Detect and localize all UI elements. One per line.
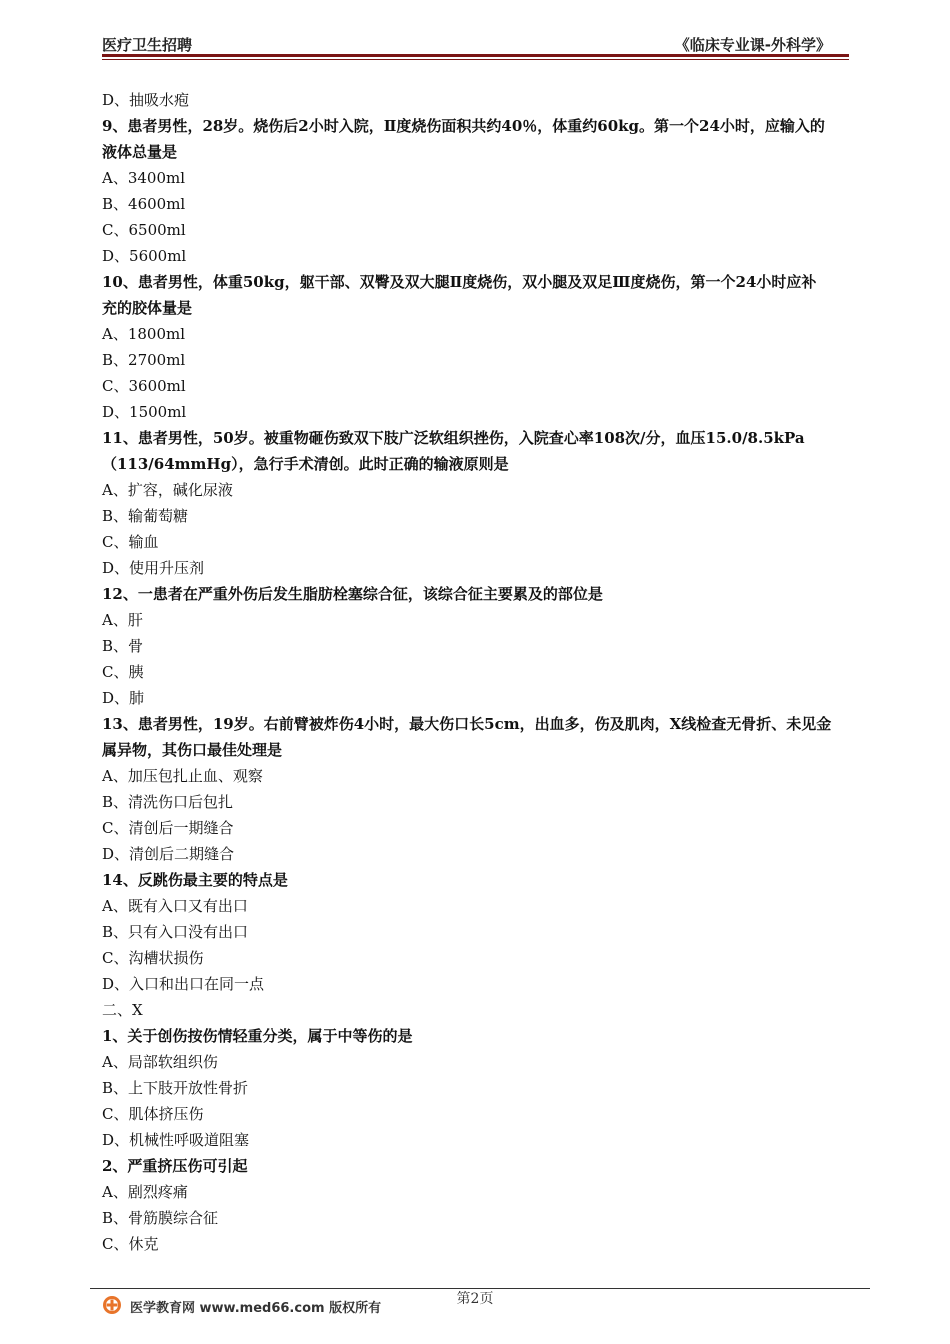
option-line: 二、X <box>102 1001 143 1019</box>
option-line: B、清洗伤口后包扎 <box>102 793 234 811</box>
question-line: 11、患者男性，50岁。被重物砸伤致双下肢广泛软组织挫伤，入院查心率108次/分，血压15.0/8.5kPa <box>102 429 805 447</box>
question-line: 1、关于创伤按伤情轻重分类，属于中等伤的是 <box>102 1027 413 1045</box>
option-line: D、1500ml <box>102 403 187 421</box>
question-line: 液体总量是 <box>102 143 178 161</box>
question-line: 属异物，其伤口最佳处理是 <box>102 741 283 759</box>
header-title-right: 《临床专业课-外科学》 <box>674 36 831 54</box>
option-line: C、沟槽状损伤 <box>102 949 204 967</box>
question-line: 14、反跳伤最主要的特点是 <box>102 871 288 889</box>
option-line: C、6500ml <box>102 221 186 239</box>
question-list <box>102 87 852 1257</box>
option-line: C、3600ml <box>102 377 186 395</box>
page-header <box>102 30 849 56</box>
med66-logo-icon <box>102 1295 122 1315</box>
option-line: B、4600ml <box>102 195 186 213</box>
option-line: C、休克 <box>102 1235 159 1253</box>
option-line: D、机械性呼吸道阻塞 <box>102 1131 250 1149</box>
option-line: A、肝 <box>102 611 143 629</box>
header-title-left: 医疗卫生招聘 <box>102 36 193 54</box>
option-line: C、胰 <box>102 663 144 681</box>
question-line: 9、患者男性，28岁。烧伤后2小时入院，Ⅱ度烧伤面积共约40％，体重约60kg。第一个24小时，应输入的 <box>102 117 825 135</box>
option-line: B、输葡萄糖 <box>102 507 189 525</box>
option-line: A、加压包扎止血、观察 <box>102 767 263 785</box>
question-line: （113/64mmHg），急行手术清创。此时正确的输液原则是 <box>102 455 509 473</box>
option-line: C、肌体挤压伤 <box>102 1105 204 1123</box>
option-line: B、上下肢开放性骨折 <box>102 1079 249 1097</box>
option-line: C、输血 <box>102 533 159 551</box>
question-line: 12、一患者在严重外伤后发生脂肪栓塞综合征，该综合征主要累及的部位是 <box>102 585 603 603</box>
question-line: 10、患者男性，体重50kg，躯干部、双臀及双大腿Ⅱ度烧伤，双小腿及双足Ⅲ度烧伤，第一个24小时应补 <box>102 273 817 291</box>
option-line: B、骨 <box>102 637 144 655</box>
option-line: B、2700ml <box>102 351 186 369</box>
option-line: B、骨筋膜综合征 <box>102 1209 219 1227</box>
option-line: A、剧烈疼痛 <box>102 1183 188 1201</box>
option-line: A、1800ml <box>102 325 186 343</box>
option-line: D、使用升压剂 <box>102 559 205 577</box>
option-line: D、5600ml <box>102 247 187 265</box>
footer-site-text: 医学教育网 www.med66.com 版权所有 <box>130 1301 382 1316</box>
question-line: 充的胶体量是 <box>102 299 193 317</box>
question-line: 13、患者男性，19岁。右前臂被炸伤4小时，最大伤口长5cm，出血多，伤及肌肉，X线检查无骨折、未见金 <box>102 715 832 733</box>
option-line: A、3400ml <box>102 169 186 187</box>
option-line: D、入口和出口在同一点 <box>102 975 265 993</box>
option-line: D、肺 <box>102 689 145 707</box>
option-line: A、扩容，碱化尿液 <box>102 481 233 499</box>
header-rule <box>102 54 849 57</box>
page-number: 第2页 <box>456 1291 494 1307</box>
option-line: D、清创后二期缝合 <box>102 845 235 863</box>
option-line: D、抽吸水疱 <box>102 91 190 109</box>
option-line: B、只有入口没有出口 <box>102 923 249 941</box>
option-line: A、局部软组织伤 <box>102 1053 218 1071</box>
option-line: C、清创后一期缝合 <box>102 819 234 837</box>
question-line: 2、严重挤压伤可引起 <box>102 1157 248 1175</box>
option-line: A、既有入口又有出口 <box>102 897 248 915</box>
header-rule-thin <box>102 59 849 60</box>
